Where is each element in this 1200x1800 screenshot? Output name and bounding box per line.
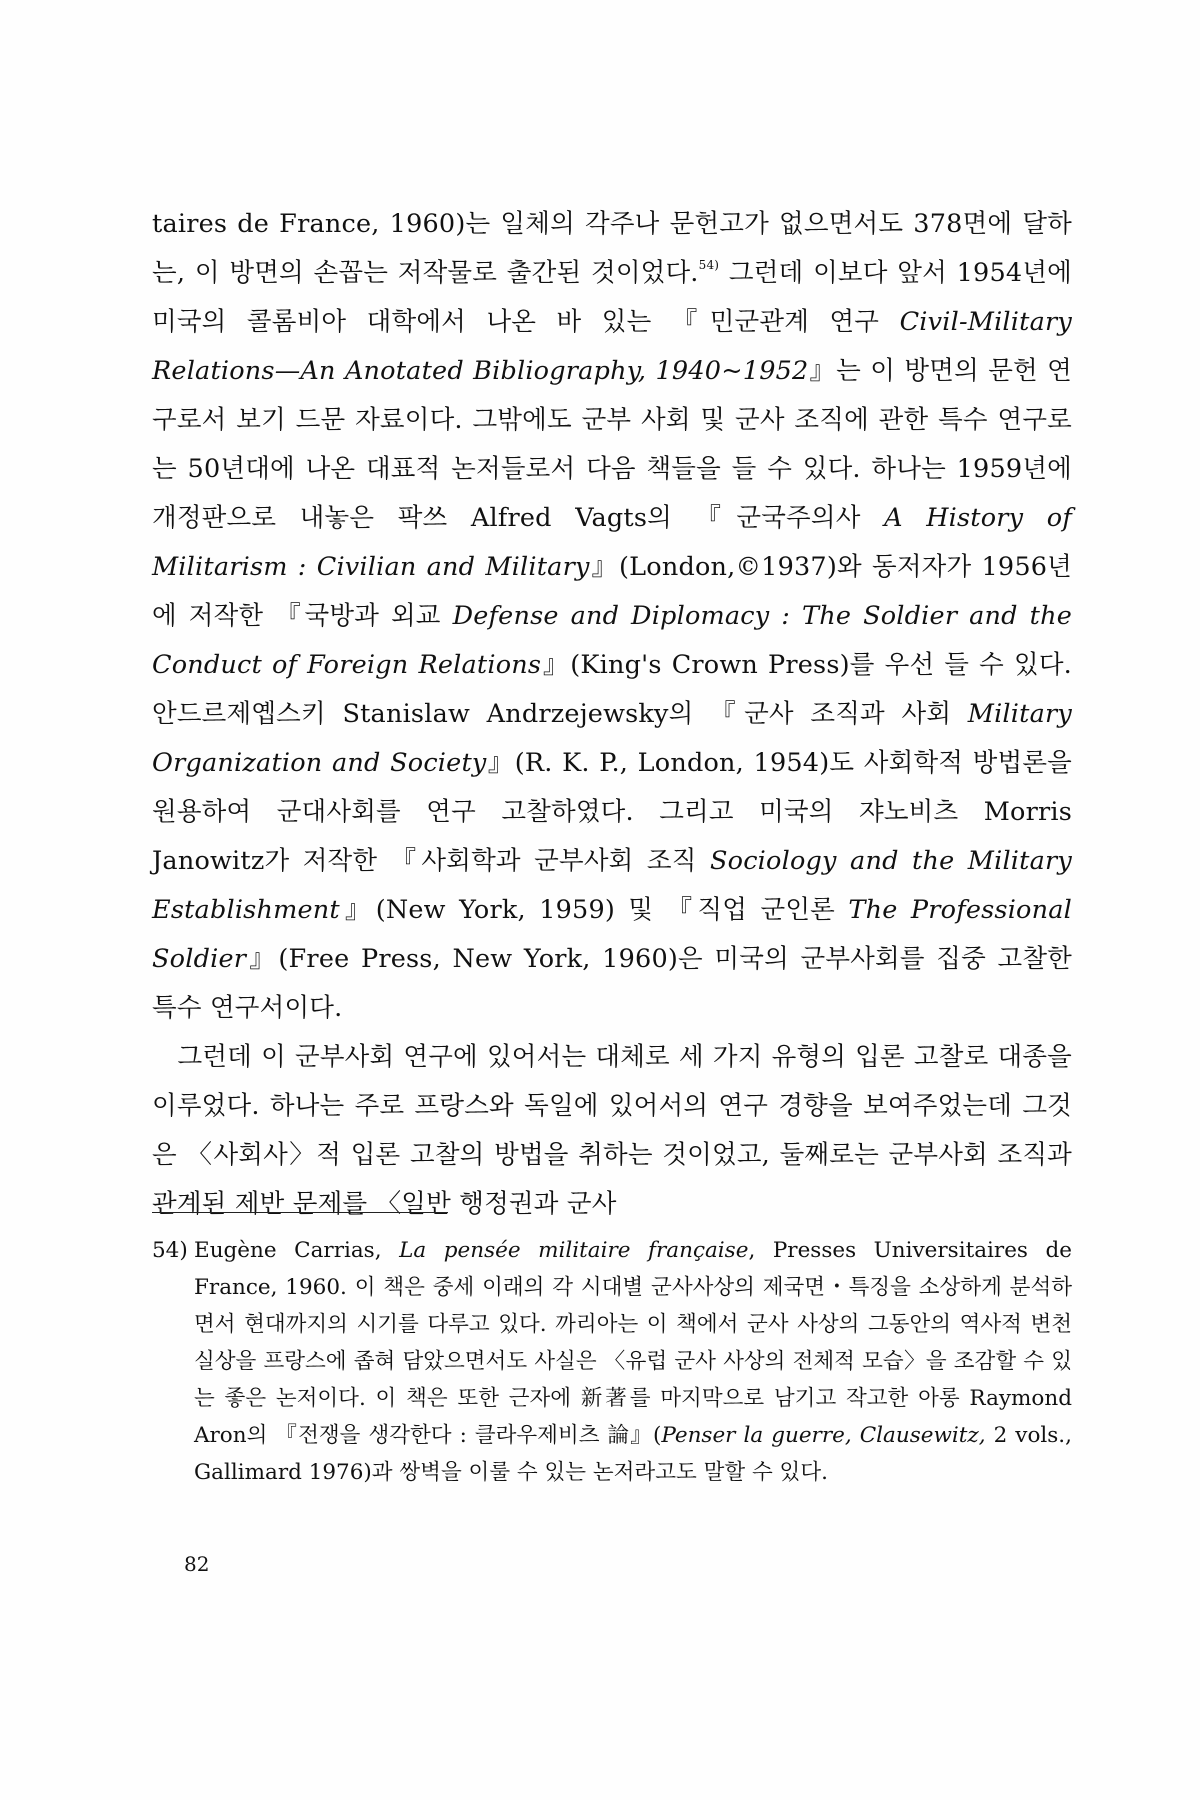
text-segment: 』(New York, 1959) 및 『직업 군인론 — [339, 895, 849, 925]
page-number: 82 — [184, 1552, 210, 1576]
italic-title: Defense and Diplomacy : The Soldier and the Conduct of Foreign Relations — [152, 601, 1072, 680]
text-segment: , Presses Universitaires de France, 1960. 이 책은 중세 이래의 각 시대별 군사사상의 제국면・특징을 소상하게 분석하면서 현대까지의 시기를 다루고 있다. 까리아는 이 책에서 군사 사상의 그동안의 역사적 변천 실상을 프랑스에 좁혀 담았으면서도 사실은 〈유럽 군사 사상의 전체적 모습〉을 조감할 수 있는 좋은 논저이다. 이 책은 또한 근자에 新著를 마지막으로 남기고 작고한 아롱 Raymond Aron의 『전쟁을 생각한다 : 클라우제비츠 論』( — [194, 1238, 1072, 1448]
text-segment: 』(London,©1937)와 동저자가 1956년에 저작한 『국방과 외교 — [152, 552, 1072, 631]
italic-title: La pensée militaire française — [399, 1238, 749, 1263]
text-segment: 』(R. K. P., London, 1954)도 사회학적 방법론을 원용하여 군대사회를 연구 고찰하였다. 그리고 미국의 쟈노비츠 Morris Janowitz가 저작한 『사회학과 군부사회 조직 — [152, 748, 1073, 876]
italic-title: Penser la guerre, Clausewitz, — [661, 1423, 986, 1448]
text-segment: 』는 이 방면의 문헌 연구로서 보기 드문 자료이다. 그밖에도 군부 사회 및 군사 조직에 관한 특수 연구로는 50년대에 나온 대표적 논저들로서 다음 책들을 들 수 있다. 하나는 1959년에 개정판으로 내놓은 팍쓰 Alfred Vagts의 『군국주의사 — [152, 356, 1072, 533]
text-segment: 2 vols., Gallimard 1976)과 쌍벽을 이룰 수 있는 논저라고도 말할 수 있다. — [194, 1423, 1072, 1485]
text-segment: Eugène Carrias, — [194, 1238, 400, 1263]
text-segment: 』(Free Press, New York, 1960)은 미국의 군부사회를 집중 고찰한 특수 연구서이다. — [152, 944, 1072, 1023]
text-segment: taires de France, 1960)는 일체의 각주나 문헌고가 없으면서도 378면에 달하는, 이 방면의 손꼽는 저작물로 출간된 것이었다. — [152, 209, 1072, 288]
body-text — [152, 200, 1072, 1229]
italic-title: Military Organization and Society — [152, 699, 1072, 778]
italic-title: A History of Militarism : Civilian and Military — [152, 503, 1072, 582]
paragraph-1 — [152, 200, 1072, 1033]
text-segment: 그런데 이보다 앞서 1954년에 미국의 콜롬비아 대학에서 나온 바 있는 『민군관계 연구 — [152, 258, 1072, 337]
footnote-reference: 54) — [698, 258, 720, 272]
italic-title: Sociology and the Military Establishment — [152, 846, 1072, 925]
italic-title: The Professional Soldier — [152, 895, 1072, 974]
footnote-body — [194, 1232, 1072, 1491]
text-segment: 』(King's Crown Press)를 우선 들 수 있다. 안드르제옙스키 Stanislaw Andrzejewsky의 『군사 조직과 사회 — [152, 650, 1072, 729]
paragraph-2 — [152, 1033, 1072, 1229]
text-segment: 그런데 이 군부사회 연구에 있어서는 대체로 세 가지 유형의 입론 고찰로 대종을 이루었다. 하나는 주로 프랑스와 독일에 있어서의 연구 경향을 보여주었는데 그것은 〈사회사〉적 입론 고찰의 방법을 취하는 것이었고, 둘째로는 군부사회 조직과 관계된 제반 문제를 〈일반 행정권과 군사 — [152, 1042, 1072, 1219]
footnote-54 — [152, 1232, 1072, 1491]
footnote-number: 54) — [152, 1238, 188, 1263]
footnote-divider — [152, 1212, 448, 1213]
italic-title: Civil-Military Relations—An Anotated Bibliography, 1940~1952 — [152, 307, 1072, 386]
